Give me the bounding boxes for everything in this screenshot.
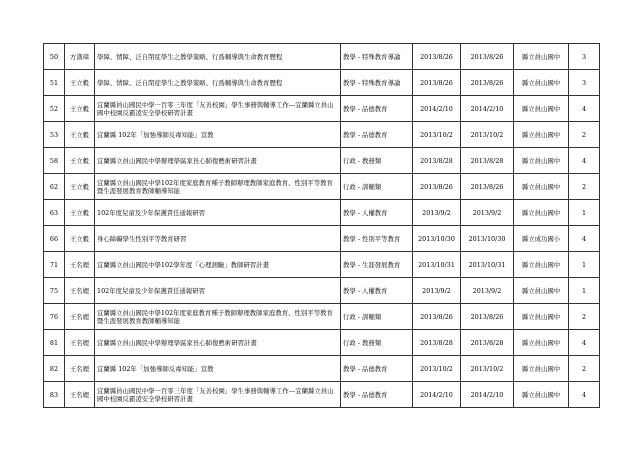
start-date: 2013/8/26 [413, 304, 461, 330]
end-date: 2013/9/2 [461, 200, 514, 226]
course-category: 行政 - 訓輔類 [341, 304, 413, 330]
credit-hours: 3 [569, 70, 600, 96]
teacher-name: 王名娌 [65, 304, 95, 330]
start-date: 2013/8/26 [413, 70, 461, 96]
course-title: 身心障礙學生性別平等教育研習 [95, 226, 341, 252]
course-title: 宜蘭縣員山國民中學一百零三年度「友善校園」學生事務與輔導工作---宜蘭縣立員山國中校園反霸凌安全學校研習計畫 [95, 382, 341, 408]
credit-hours: 2 [569, 356, 600, 382]
start-date: 2014/2/10 [413, 382, 461, 408]
record-number: 81 [44, 330, 65, 356]
end-date: 2013/10/30 [461, 226, 514, 252]
end-date: 2013/8/28 [461, 330, 514, 356]
course-title: 學障、情障、泛自閉症學生之教學策略、行爲輔導與生命教育歷程 [95, 70, 341, 96]
course-category: 教學 - 品德教育 [341, 356, 413, 382]
start-date: 2013/10/30 [413, 226, 461, 252]
course-category: 行政 - 教務類 [341, 148, 413, 174]
host-school: 縣立員山國中 [514, 330, 569, 356]
table-row [44, 148, 600, 174]
course-category: 教學 - 人權教育 [341, 200, 413, 226]
credit-hours: 1 [569, 252, 600, 278]
end-date: 2013/10/31 [461, 252, 514, 278]
course-title: 宜蘭縣立員山國民中學102學年度「心理測驗」教師研習計畫 [95, 252, 341, 278]
course-category: 行政 - 訓輔類 [341, 174, 413, 200]
course-title: 宜蘭縣立員山國民中學辦理學區家長心肺復甦術研習計畫 [95, 330, 341, 356]
credit-hours: 4 [569, 226, 600, 252]
host-school: 縣立員山國中 [514, 382, 569, 408]
table-row [44, 278, 600, 304]
teacher-name: 王名娌 [65, 330, 95, 356]
course-title: 102年度兒童及少年保護責任通報研習 [95, 200, 341, 226]
course-title: 宜蘭縣員山國民中學一百零三年度「友善校園」學生事務與輔導工作---宜蘭縣立員山國中校園反霸凌安全學校研習計畫 [95, 96, 341, 122]
course-category: 教學 - 品德教育 [341, 96, 413, 122]
record-number: 71 [44, 252, 65, 278]
credit-hours: 4 [569, 382, 600, 408]
record-number: 58 [44, 148, 65, 174]
end-date: 2013/8/26 [461, 44, 514, 70]
start-date: 2013/8/28 [413, 148, 461, 174]
record-number: 76 [44, 304, 65, 330]
table-row [44, 200, 600, 226]
course-category: 教學 - 性別平等教育 [341, 226, 413, 252]
host-school: 縣立員山國中 [514, 252, 569, 278]
credit-hours: 2 [569, 174, 600, 200]
teacher-name: 方漢璋 [65, 44, 95, 70]
table-row [44, 122, 600, 148]
start-date: 2013/8/28 [413, 330, 461, 356]
end-date: 2013/9/2 [461, 278, 514, 304]
record-number: 66 [44, 226, 65, 252]
host-school: 縣立成功國小 [514, 226, 569, 252]
end-date: 2013/8/26 [461, 304, 514, 330]
course-category: 教學 - 品德教育 [341, 382, 413, 408]
table-row [44, 356, 600, 382]
record-number: 52 [44, 96, 65, 122]
table-row [44, 382, 600, 408]
table-row [44, 44, 600, 70]
table-row [44, 226, 600, 252]
credit-hours: 2 [569, 304, 600, 330]
course-category: 教學 - 人權教育 [341, 278, 413, 304]
end-date: 2013/8/28 [461, 148, 514, 174]
table-row [44, 252, 600, 278]
course-category: 教學 - 特殊教育導論 [341, 70, 413, 96]
course-title: 學障、情障、泛自閉症學生之教學策略、行爲輔導與生命教育歷程 [95, 44, 341, 70]
teacher-name: 王名娌 [65, 252, 95, 278]
course-title: 宜蘭縣立員山國民中學102年度家庭教育種子教師辦理教師家庭教育、性別平等教育暨生涯發展教育教師輔導知能 [95, 304, 341, 330]
credit-hours: 3 [569, 44, 600, 70]
teacher-name: 王立穀 [65, 122, 95, 148]
teacher-name: 王名娌 [65, 356, 95, 382]
course-title: 宜蘭縣立員山國民中學辦理學區家長心肺復甦術研習計畫 [95, 148, 341, 174]
course-category: 行政 - 教務類 [341, 330, 413, 356]
teacher-name: 王名娌 [65, 278, 95, 304]
course-title: 宜蘭縣 102年「加強導師反毒知能」宣教 [95, 356, 341, 382]
host-school: 縣立員山國中 [514, 70, 569, 96]
teacher-name: 王立穀 [65, 200, 95, 226]
course-title: 宜蘭縣 102年「加強導師反毒知能」宣教 [95, 122, 341, 148]
start-date: 2013/9/2 [413, 200, 461, 226]
record-number: 63 [44, 200, 65, 226]
teacher-name: 王立穀 [65, 70, 95, 96]
record-number: 83 [44, 382, 65, 408]
teacher-name: 王立穀 [65, 226, 95, 252]
host-school: 縣立員山國中 [514, 278, 569, 304]
table-row [44, 96, 600, 122]
end-date: 2014/2/10 [461, 382, 514, 408]
teacher-name: 王立穀 [65, 96, 95, 122]
end-date: 2013/10/2 [461, 356, 514, 382]
start-date: 2013/9/2 [413, 278, 461, 304]
training-records-table [43, 43, 600, 408]
end-date: 2013/10/2 [461, 122, 514, 148]
credit-hours: 1 [569, 200, 600, 226]
host-school: 縣立員山國中 [514, 304, 569, 330]
start-date: 2013/10/2 [413, 122, 461, 148]
record-number: 75 [44, 278, 65, 304]
start-date: 2013/8/26 [413, 44, 461, 70]
start-date: 2013/8/26 [413, 174, 461, 200]
course-category: 教學 - 生涯發展教育 [341, 252, 413, 278]
teacher-name: 王立穀 [65, 148, 95, 174]
credit-hours: 4 [569, 96, 600, 122]
course-category: 教學 - 品德教育 [341, 122, 413, 148]
end-date: 2013/8/26 [461, 70, 514, 96]
table-row [44, 304, 600, 330]
credit-hours: 2 [569, 122, 600, 148]
credit-hours: 1 [569, 278, 600, 304]
end-date: 2013/8/26 [461, 174, 514, 200]
end-date: 2014/2/10 [461, 96, 514, 122]
start-date: 2014/2/10 [413, 96, 461, 122]
table-row [44, 174, 600, 200]
table-row [44, 330, 600, 356]
record-number: 62 [44, 174, 65, 200]
host-school: 縣立員山國中 [514, 44, 569, 70]
credit-hours: 4 [569, 330, 600, 356]
record-number: 82 [44, 356, 65, 382]
record-number: 51 [44, 70, 65, 96]
start-date: 2013/10/31 [413, 252, 461, 278]
record-number: 50 [44, 44, 65, 70]
course-category: 教學 - 特殊教育導論 [341, 44, 413, 70]
credit-hours: 4 [569, 148, 600, 174]
table-row [44, 70, 600, 96]
host-school: 縣立員山國中 [514, 122, 569, 148]
host-school: 縣立員山國中 [514, 148, 569, 174]
start-date: 2013/10/2 [413, 356, 461, 382]
course-title: 宜蘭縣立員山國民中學102年度家庭教育種子教師辦理教師家庭教育、性別平等教育暨生涯發展教育教師輔導知能 [95, 174, 341, 200]
teacher-name: 王立穀 [65, 174, 95, 200]
host-school: 縣立員山國中 [514, 96, 569, 122]
host-school: 縣立員山國中 [514, 356, 569, 382]
teacher-name: 王名娌 [65, 382, 95, 408]
record-number: 53 [44, 122, 65, 148]
host-school: 縣立員山國中 [514, 200, 569, 226]
host-school: 縣立員山國中 [514, 174, 569, 200]
course-title: 102年度兒童及少年保護責任通報研習 [95, 278, 341, 304]
